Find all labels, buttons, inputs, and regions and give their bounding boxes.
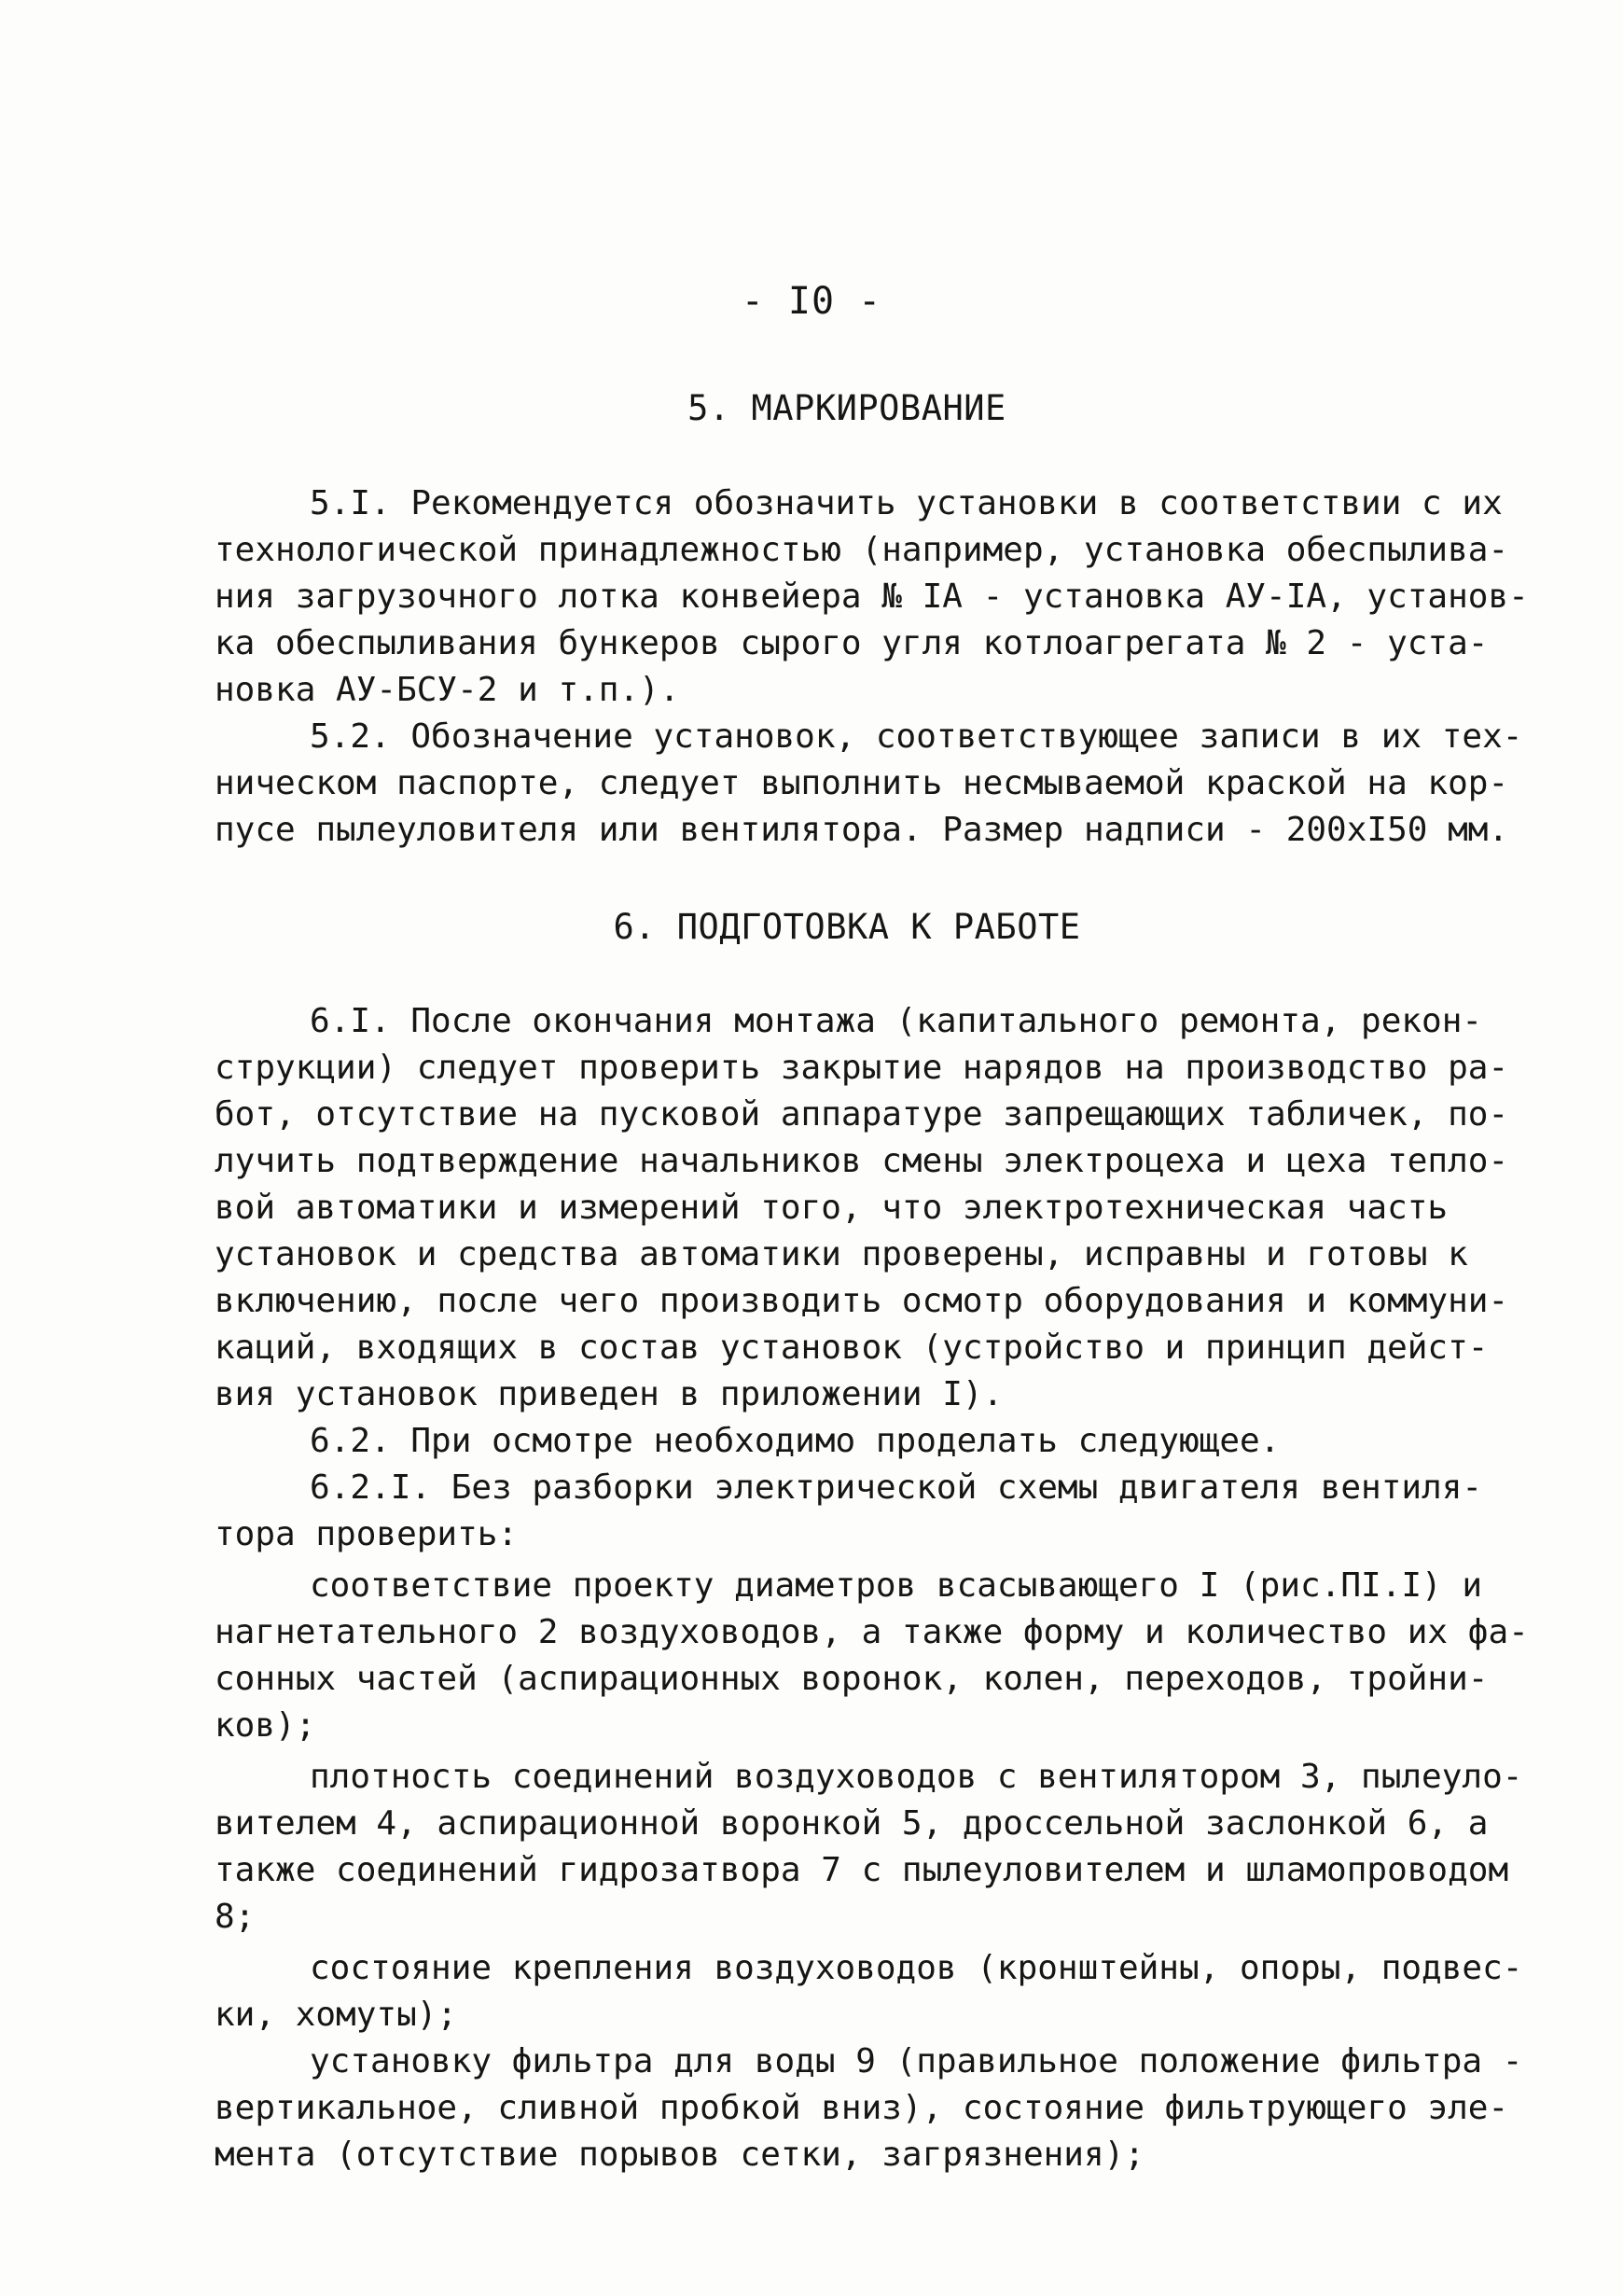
list-item-line: соответствие проекту диаметров всасывающего I (рис.ПI.I) и (310, 1566, 1483, 1605)
paragraph-line: тора проверить: (215, 1515, 519, 1553)
paragraph-line: ническом паспорте, следует выполнить несмываемой краской на кор- (215, 764, 1509, 802)
paragraph-line: установок и средства автоматики проверены, исправны и готовы к (215, 1235, 1468, 1273)
page-number: - I0 - (741, 280, 882, 323)
list-item-line: установку фильтра для воды 9 (правильное положение фильтра - (310, 2042, 1523, 2080)
paragraph-line: вия установок приведен в приложении I). (215, 1375, 1004, 1413)
list-item-line: плотность соединений воздуховодов с вентилятором 3, пылеуло- (310, 1758, 1523, 1796)
paragraph-line: каций, входящих в состав установок (устройство и принцип дейст- (215, 1329, 1489, 1367)
list-item-line: вителем 4, аспирационной воронкой 5, дроссельной заслонкой 6, а (215, 1804, 1489, 1843)
paragraph-line: новка АУ-БСУ-2 и т.п.). (215, 671, 680, 709)
paragraph-line: вой автоматики и измерений того, что электротехническая часть (215, 1189, 1449, 1227)
paragraph-line: 6.2.I. Без разборки электрической схемы двигателя вентиля- (310, 1468, 1483, 1507)
list-item-line: вертикальное, сливной пробкой вниз), состояние фильтрующего эле- (215, 2089, 1509, 2127)
section-6-heading: 6. ПОДГОТОВКА К РАБОТЕ (613, 907, 1081, 947)
paragraph-line: технологической принадлежностью (например, установка обеспылива- (215, 531, 1509, 569)
list-item-line: ков); (215, 1706, 316, 1745)
paragraph-line: ния загрузочного лотка конвейера № IА - установка АУ-IА, установ- (215, 577, 1529, 616)
list-item-line: 8; (215, 1898, 256, 1936)
paragraph-line: 6.2. При осмотре необходимо проделать следующее. (310, 1422, 1281, 1460)
list-item-line: сонных частей (аспирационных воронок, колен, переходов, тройни- (215, 1660, 1489, 1698)
paragraph-line: бот, отсутствие на пусковой аппаратуре запрещающих табличек, по- (215, 1095, 1509, 1134)
list-item-line: нагнетательного 2 воздуховодов, а также форму и количество их фа- (215, 1613, 1529, 1651)
paragraph-line: 5.I. Рекомендуется обозначить установки в соответствии с их (310, 484, 1503, 522)
section-5-heading: 5. МАРКИРОВАНИЕ (687, 388, 1006, 428)
paragraph-line: 5.2. Обозначение установок, соответствующее записи в их тех- (310, 717, 1523, 756)
paragraph-line: ка обеспыливания бункеров сырого угля котлоагрегата № 2 - уста- (215, 624, 1489, 662)
list-item-line: также соединений гидрозатвора 7 с пылеуловителем и шламопроводом (215, 1851, 1509, 1889)
list-item-line: мента (отсутствие порывов сетки, загрязнения); (215, 2136, 1144, 2174)
paragraph-line: лучить подтверждение начальников смены электроцеха и цеха тепло- (215, 1142, 1509, 1180)
list-item-line: ки, хомуты); (215, 1996, 458, 2034)
paragraph-line: включению, после чего производить осмотр оборудования и коммуни- (215, 1282, 1509, 1320)
paragraph-line: пусе пылеуловителя или вентилятора. Размер надписи - 200хI50 мм. (215, 811, 1509, 849)
paragraph-line: 6.I. После окончания монтажа (капитального ремонта, рекон- (310, 1002, 1483, 1040)
list-item-line: состояние крепления воздуховодов (кронштейны, опоры, подвес- (310, 1949, 1523, 1987)
paragraph-line: струкции) следует проверить закрытие нарядов на производство ра- (215, 1049, 1509, 1087)
